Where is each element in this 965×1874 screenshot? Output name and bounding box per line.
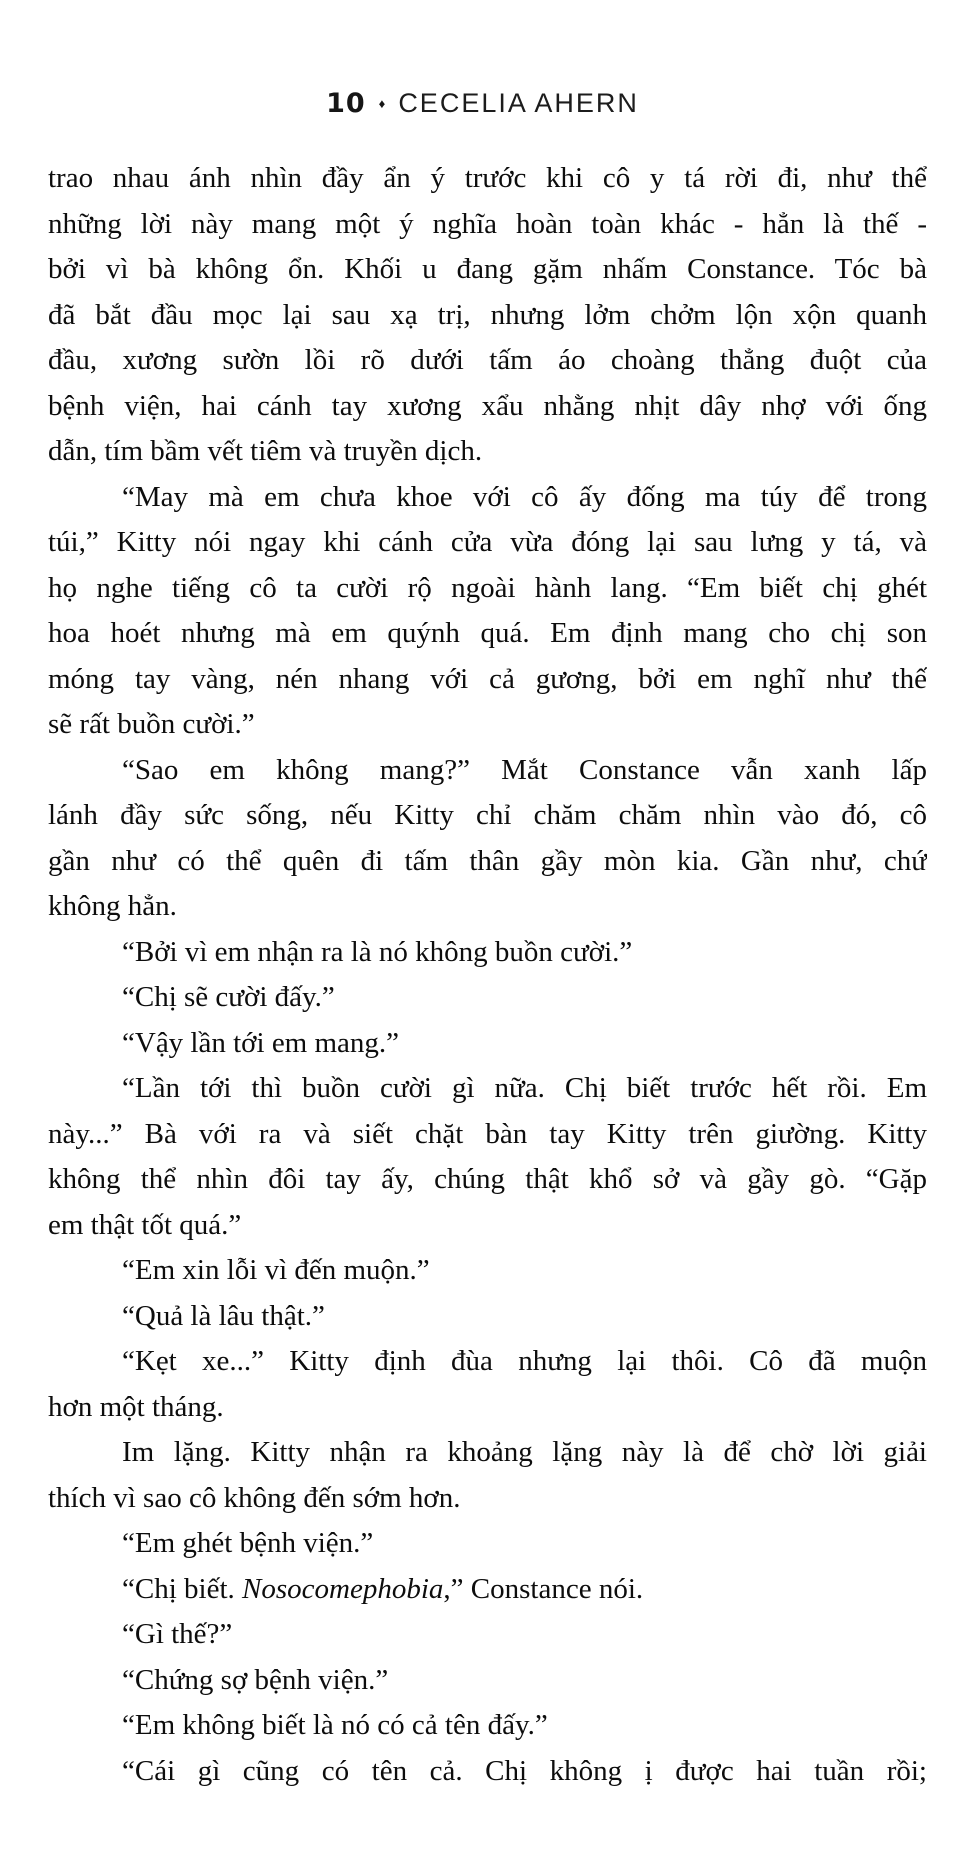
text-segment: em thật tốt quá.” xyxy=(48,1208,242,1241)
text-line xyxy=(48,520,927,566)
text-segment: “Bởi vì em nhận ra là nó không buồn cười.” xyxy=(122,935,633,968)
text-line xyxy=(48,1248,927,1294)
text-line xyxy=(48,930,927,976)
text-segment: “Em không biết là nó có cả tên đấy.” xyxy=(122,1709,548,1741)
text-segment: hơn một tháng. xyxy=(48,1390,224,1423)
page-header xyxy=(0,88,965,119)
text-line xyxy=(48,1203,927,1249)
text-line xyxy=(48,384,927,430)
text-line xyxy=(48,1749,927,1795)
text-segment: dẫn, tím bầm vết tiêm và truyền dịch. xyxy=(48,435,483,467)
text-line xyxy=(48,702,927,748)
text-line xyxy=(48,884,927,930)
text-line xyxy=(48,429,927,475)
text-segment: “Sao em không mang?” Mắt Constance vẫn xanh lấp xyxy=(122,753,927,786)
text-line xyxy=(48,1430,927,1476)
text-line xyxy=(48,202,927,248)
text-segment: đầu, xương sườn lồi rõ dưới tấm áo choàng thẳng đuột của xyxy=(48,344,927,376)
text-segment: gần như có thể quên đi tấm thân gầy mòn kia. Gần như, chứ xyxy=(48,844,927,877)
text-segment: móng tay vàng, nén nhang với cả gương, bởi em nghĩ như thế xyxy=(48,662,927,695)
text-segment: không thể nhìn đôi tay ấy, chúng thật khổ sở và gầy gò. “Gặp xyxy=(48,1163,927,1195)
text-line xyxy=(48,1066,927,1112)
text-segment: “Lần tới thì buồn cười gì nữa. Chị biết trước hết rồi. Em xyxy=(122,1072,927,1104)
text-line xyxy=(48,338,927,384)
text-segment: thích vì sao cô không đến sớm hơn. xyxy=(48,1481,461,1514)
text-line xyxy=(48,748,927,794)
text-segment: Im lặng. Kitty nhận ra khoảng lặng này là để chờ lời giải xyxy=(122,1436,927,1468)
text-line xyxy=(48,1112,927,1158)
text-line xyxy=(48,247,927,293)
text-line xyxy=(48,793,927,839)
text-line xyxy=(48,1385,927,1431)
text-segment: đã bắt đầu mọc lại sau xạ trị, nhưng lởm chởm lộn xộn quanh xyxy=(48,298,927,331)
text-line xyxy=(48,657,927,703)
text-segment: “Chị sẽ cười đấy.” xyxy=(122,981,335,1013)
text-segment: họ nghe tiếng cô ta cười rộ ngoài hành lang. “Em biết chị ghét xyxy=(48,571,927,604)
text-line xyxy=(48,975,927,1021)
text-line xyxy=(48,611,927,657)
text-line xyxy=(48,1658,927,1704)
text-line xyxy=(48,1612,927,1658)
text-segment: hoa hoét nhưng mà em quýnh quá. Em định mang cho chị son xyxy=(48,617,927,649)
text-segment: ,” Constance nói. xyxy=(443,1572,644,1605)
text-segment: “Chị biết. xyxy=(122,1572,243,1605)
text-segment: không hẳn. xyxy=(48,890,177,922)
text-line xyxy=(48,1294,927,1340)
text-line xyxy=(48,1021,927,1067)
text-line xyxy=(48,1567,927,1613)
text-line xyxy=(48,156,927,202)
page-text xyxy=(48,156,927,1794)
text-segment: những lời này mang một ý nghĩa hoàn toàn khác - hẳn là thế - xyxy=(48,207,927,240)
text-line xyxy=(48,1476,927,1522)
text-segment: này...” Bà với ra và siết chặt bàn tay Kitty trên giường. Kitty xyxy=(48,1117,927,1150)
text-line xyxy=(48,1157,927,1203)
text-line xyxy=(48,1521,927,1567)
text-line xyxy=(48,839,927,885)
text-segment: bệnh viện, hai cánh tay xương xẩu nhằng nhịt dây nhợ với ống xyxy=(48,389,927,422)
text-line xyxy=(48,293,927,339)
text-segment: “Quả là lâu thật.” xyxy=(122,1299,325,1332)
author-name: CECELIA AHERN xyxy=(398,88,639,118)
text-segment: “Cái gì cũng có tên cả. Chị không ị được hai tuần rồi; xyxy=(122,1754,927,1787)
text-segment: “May mà em chưa khoe với cô ấy đống ma túy để trong xyxy=(122,480,927,513)
italic-term: Nosocomephobia xyxy=(242,1572,444,1605)
page-number: 10 xyxy=(326,88,366,119)
text-segment: sẽ rất buồn cười.” xyxy=(48,708,255,740)
text-segment: bởi vì bà không ổn. Khối u đang gặm nhấm Constance. Tóc bà xyxy=(48,253,927,285)
text-line xyxy=(48,475,927,521)
text-line xyxy=(48,566,927,612)
diamond-separator-icon: ♦ xyxy=(378,96,386,111)
text-segment: túi,” Kitty nói ngay khi cánh cửa vừa đóng lại sau lưng y tá, và xyxy=(48,526,927,558)
text-segment: “Kẹt xe...” Kitty định đùa nhưng lại thôi. Cô đã muộn xyxy=(122,1345,927,1377)
text-segment: “Vậy lần tới em mang.” xyxy=(122,1026,400,1059)
text-segment: “Em ghét bệnh viện.” xyxy=(122,1527,374,1559)
text-line xyxy=(48,1339,927,1385)
text-line xyxy=(48,1703,927,1749)
text-segment: “Em xin lỗi vì đến muộn.” xyxy=(122,1254,430,1286)
text-segment: “Chứng sợ bệnh viện.” xyxy=(122,1663,389,1696)
text-segment: lánh đầy sức sống, nếu Kitty chỉ chăm chăm nhìn vào đó, cô xyxy=(48,799,927,831)
text-segment: “Gì thế?” xyxy=(122,1618,233,1650)
text-segment: trao nhau ánh nhìn đầy ẩn ý trước khi cô y tá rời đi, như thể xyxy=(48,162,927,194)
